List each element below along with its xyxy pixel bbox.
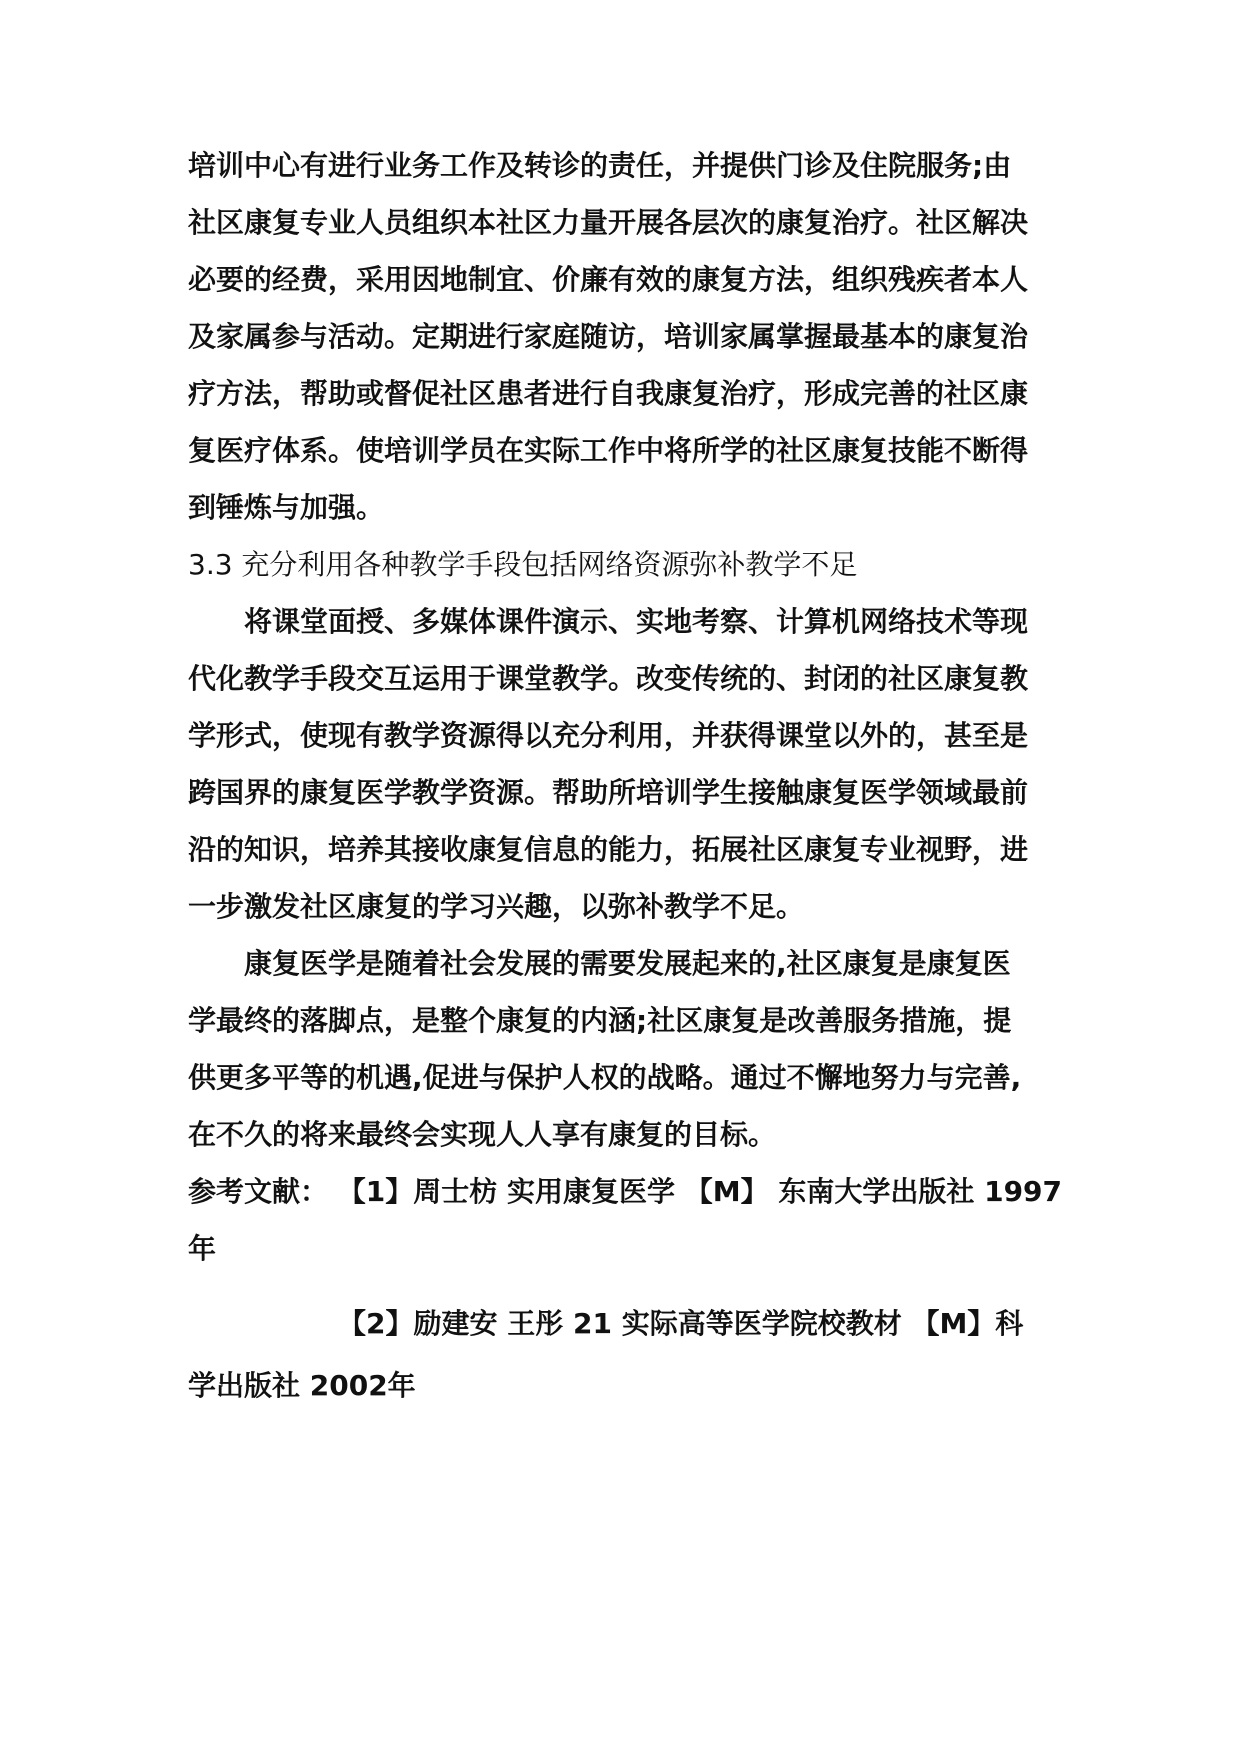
paragraph-line: 沿的知识，培养其接收康复信息的能力，拓展社区康复专业视野，进 (188, 833, 1029, 866)
paragraph-line: 一步激发社区康复的学习兴趣，以弥补教学不足。 (188, 890, 805, 923)
paragraph-line: 复医疗体系。使培训学员在实际工作中将所学的社区康复技能不断得 (188, 434, 1029, 467)
paragraph-line: 必要的经费，采用因地制宜、价廉有效的康复方法，组织残疾者本人 (188, 263, 1029, 296)
paragraph-line: 学最终的落脚点，是整个康复的内涵;社区康复是改善服务措施，提 (188, 1004, 1012, 1037)
paragraph-line: 供更多平等的机遇,促进与保护人权的战略。通过不懈地努力与完善, (188, 1061, 1022, 1094)
paragraph-line: 疗方法，帮助或督促社区患者进行自我康复治疗，形成完善的社区康 (188, 377, 1029, 410)
paragraph-line: 跨国界的康复医学教学资源。帮助所培训学生接触康复医学领域最前 (188, 776, 1029, 809)
paragraph-line: 将课堂面授、多媒体课件演示、实地考察、计算机网络技术等现 (244, 605, 1029, 638)
reference-2-line-1: 【2】励建安 王彤 21 实际高等医学院校教材 【M】科 (338, 1307, 1024, 1340)
paragraph-line: 学形式，使现有教学资源得以充分利用，并获得课堂以外的，甚至是 (188, 719, 1029, 752)
paragraph-line: 康复医学是随着社会发展的需要发展起来的,社区康复是康复医 (244, 947, 1011, 980)
reference-1-line-2: 年 (188, 1232, 217, 1265)
paragraph-line: 培训中心有进行业务工作及转诊的责任，并提供门诊及住院服务;由 (188, 149, 1012, 182)
paragraph-line: 及家属参与活动。定期进行家庭随访，培训家属掌握最基本的康复治 (188, 320, 1029, 353)
paragraph-line: 代化教学手段交互运用于课堂教学。改变传统的、封闭的社区康复教 (188, 662, 1029, 695)
paragraph-line: 到锤炼与加强。 (188, 491, 385, 524)
paragraph-line: 在不久的将来最终会实现人人享有康复的目标。 (188, 1118, 777, 1151)
section-heading: 3.3 充分利用各种教学手段包括网络资源弥补教学不足 (188, 548, 858, 581)
paragraph-line: 社区康复专业人员组织本社区力量开展各层次的康复治疗。社区解决 (188, 206, 1029, 239)
reference-2-line-2: 学出版社 2002年 (188, 1369, 416, 1402)
reference-1-line-1: 参考文献： 【1】周士枋 实用康复医学 【M】 东南大学出版社 1997 (188, 1175, 1063, 1208)
